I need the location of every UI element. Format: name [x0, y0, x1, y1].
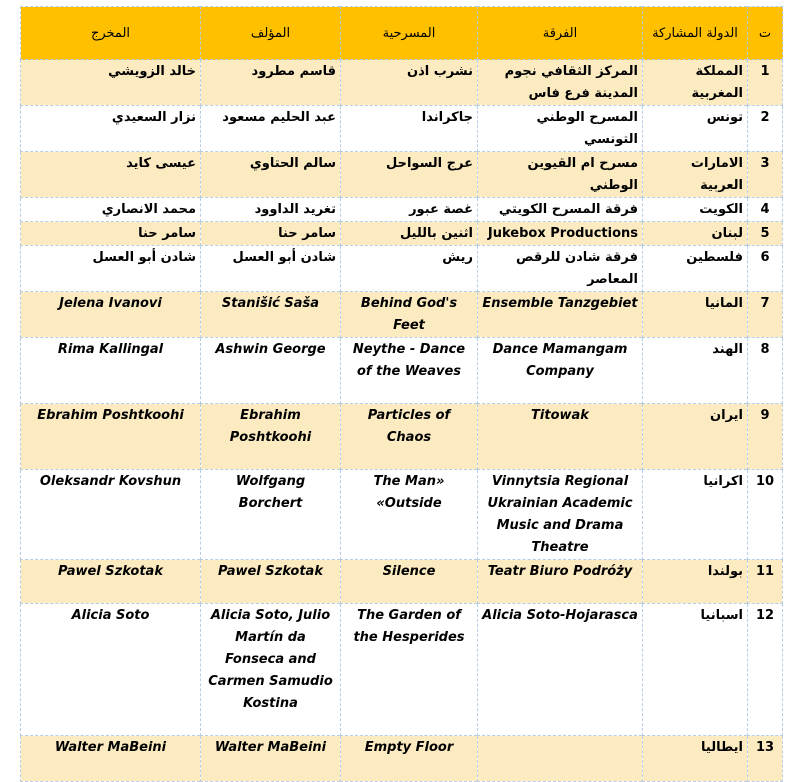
cell-troupe: فرقة شادن للرقص المعاصر — [478, 246, 643, 292]
cell-author: Ebrahim Poshtkoohi — [201, 404, 341, 470]
table-row — [21, 292, 783, 338]
cell-author: Wolfgang Borchert — [201, 470, 341, 560]
cell-play: عرج السواحل — [341, 152, 478, 198]
cell-author: شادن أبو العسل — [201, 246, 341, 292]
cell-author: Ashwin George — [201, 338, 341, 404]
cell-play: Silence — [341, 560, 478, 604]
cell-director: محمد الانصاري — [21, 198, 201, 222]
cell-author: سامر حنا — [201, 222, 341, 246]
cell-play: جاكراندا — [341, 106, 478, 152]
cell-country: بولندا — [643, 560, 748, 604]
cell-troupe: Alicia Soto-Hojarasca — [478, 604, 643, 736]
cell-country: المملكة المغربية — [643, 60, 748, 106]
cell-author: تغريد الداوود — [201, 198, 341, 222]
cell-number: 7 — [748, 292, 783, 338]
header-troupe: الفرقة — [478, 7, 643, 60]
cell-author: Walter MaBeini — [201, 736, 341, 782]
cell-number: 12 — [748, 604, 783, 736]
cell-troupe: Vinnytsia Regional Ukrainian Academic Music and Drama Theatre — [478, 470, 643, 560]
cell-troupe: مسرح ام القيوين الوطني — [478, 152, 643, 198]
cell-director: شادن أبو العسل — [21, 246, 201, 292]
cell-play: غصة عبور — [341, 198, 478, 222]
cell-author: Stanišić Saša — [201, 292, 341, 338]
cell-play: Behind God's Feet — [341, 292, 478, 338]
cell-author: Alicia Soto, Julio Martín da Fonseca and Carmen Samudio Kostina — [201, 604, 341, 736]
cell-play: ريش — [341, 246, 478, 292]
header-country: الدولة المشاركة — [643, 7, 748, 60]
cell-troupe: Titowak — [478, 404, 643, 470]
table-row — [21, 222, 783, 246]
cell-number: 8 — [748, 338, 783, 404]
cell-troupe: Teatr Biuro Podróży — [478, 560, 643, 604]
cell-country: اسبانيا — [643, 604, 748, 736]
header-author: المؤلف — [201, 7, 341, 60]
cell-troupe: المركز الثقافي نجوم المدينة فرع فاس — [478, 60, 643, 106]
cell-number: 3 — [748, 152, 783, 198]
table-row — [21, 338, 783, 404]
cell-number: 9 — [748, 404, 783, 470]
cell-country: تونس — [643, 106, 748, 152]
cell-play: The Garden of the Hesperides — [341, 604, 478, 736]
cell-country: اكرانيا — [643, 470, 748, 560]
table-row — [21, 470, 783, 560]
participants-table — [20, 6, 783, 782]
header-number: ت — [748, 7, 783, 60]
cell-author: عبد الحليم مسعود — [201, 106, 341, 152]
cell-director: خالد الزويشي — [21, 60, 201, 106]
cell-troupe: Ensemble Tanzgebiet — [478, 292, 643, 338]
cell-country: الامارات العربية — [643, 152, 748, 198]
table-row — [21, 404, 783, 470]
cell-author: قاسم مطرود — [201, 60, 341, 106]
table-row — [21, 60, 783, 106]
table-row — [21, 560, 783, 604]
cell-director: Oleksandr Kovshun — [21, 470, 201, 560]
cell-number: 6 — [748, 246, 783, 292]
festival-table-container — [20, 6, 782, 782]
cell-number: 13 — [748, 736, 783, 782]
table-row — [21, 246, 783, 292]
cell-director: Pawel Szkotak — [21, 560, 201, 604]
table-row — [21, 198, 783, 222]
cell-play: اثنين بالليل — [341, 222, 478, 246]
cell-country: الهند — [643, 338, 748, 404]
cell-number: 1 — [748, 60, 783, 106]
cell-director: Walter MaBeini — [21, 736, 201, 782]
table-row — [21, 604, 783, 736]
cell-play: Empty Floor — [341, 736, 478, 782]
cell-troupe: Dance Mamangam Company — [478, 338, 643, 404]
cell-director: Ebrahim Poshtkoohi — [21, 404, 201, 470]
cell-number: 11 — [748, 560, 783, 604]
cell-country: ايران — [643, 404, 748, 470]
cell-country: الكويت — [643, 198, 748, 222]
cell-number: 4 — [748, 198, 783, 222]
cell-director: Alicia Soto — [21, 604, 201, 736]
cell-country: المانيا — [643, 292, 748, 338]
cell-author: Pawel Szkotak — [201, 560, 341, 604]
cell-country: ايطاليا — [643, 736, 748, 782]
cell-director: سامر حنا — [21, 222, 201, 246]
table-row — [21, 106, 783, 152]
cell-number: 10 — [748, 470, 783, 560]
table-row — [21, 736, 783, 782]
cell-play: «The Man Outside» — [341, 470, 478, 560]
cell-play: Neythe - Dance of the Weaves — [341, 338, 478, 404]
cell-troupe: المسرح الوطني التونسي — [478, 106, 643, 152]
cell-troupe: فرقة المسرح الكويتي — [478, 198, 643, 222]
cell-country: فلسطين — [643, 246, 748, 292]
cell-country: لبنان — [643, 222, 748, 246]
header-row — [21, 7, 783, 60]
table-row — [21, 152, 783, 198]
cell-number: 5 — [748, 222, 783, 246]
cell-play: Particles of Chaos — [341, 404, 478, 470]
cell-director: نزار السعيدي — [21, 106, 201, 152]
cell-number: 2 — [748, 106, 783, 152]
cell-director: Jelena Ivanovi — [21, 292, 201, 338]
cell-troupe — [478, 736, 643, 782]
cell-troupe: Jukebox Productions — [478, 222, 643, 246]
cell-play: نشرب اذن — [341, 60, 478, 106]
cell-director: Rima Kallingal — [21, 338, 201, 404]
header-director: المخرج — [21, 7, 201, 60]
cell-director: عيسى كايد — [21, 152, 201, 198]
header-play: المسرحية — [341, 7, 478, 60]
cell-author: سالم الحتاوي — [201, 152, 341, 198]
